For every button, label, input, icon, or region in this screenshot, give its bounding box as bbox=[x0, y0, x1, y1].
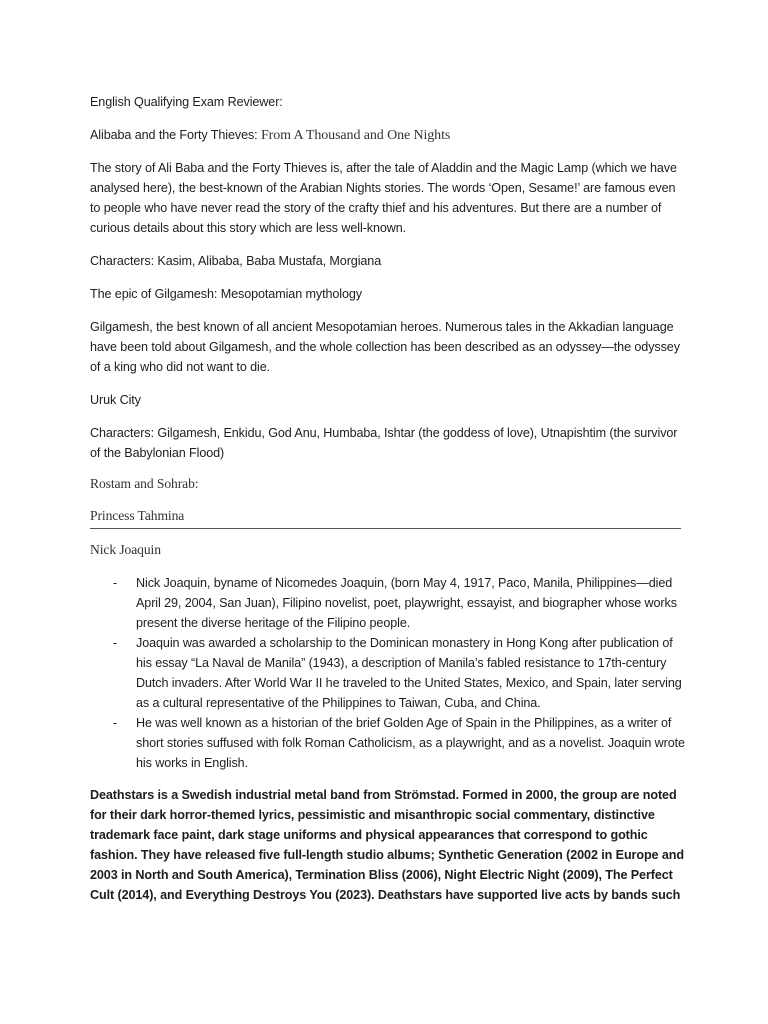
alibaba-summary: The story of Ali Baba and the Forty Thieves is, after the tale of Aladdin and the Magic Lamp (which we have analysed here), the best-known of the Arabian Nights stories. The words ‘Open, Sesame!’ are famous even to people who have never read the story of the crafty thief and his adventures. But there are a number of curious details about this story which are less well-known. bbox=[90, 161, 677, 235]
list-item bbox=[90, 713, 685, 773]
gilgamesh-summary: Gilgamesh, the best known of all ancient Mesopotamian heroes. Numerous tales in the Akkadian language have been told about Gilgamesh, and the whole collection has been described as an odyssey—the odyssey of a king who did not want to die. bbox=[90, 320, 680, 374]
joaquin-title: Nick Joaquin bbox=[90, 542, 161, 557]
alibaba-title-prefix: Alibaba and the Forty Thieves: bbox=[90, 128, 261, 142]
alibaba-title-source: From A Thousand and One Nights bbox=[260, 128, 451, 143]
rostam-character: Princess Tahmina bbox=[90, 508, 185, 523]
rostam-title: Rostam and Sohrab: bbox=[90, 476, 199, 491]
deathstars-paragraph: Deathstars is a Swedish industrial metal band from Strömstad. Formed in 2000, the group are noted for their dark horror-themed lyrics, pessimistic and misanthropic social commentary, distinctive trademark face paint, dark stage uniforms and physical appearances that correspond to gothic fashion. They have released five full-length studio albums; Synthetic Generation (2002 in Europe and 2003 in North and South America), Termination Bliss (2006), Night Electric Night (2009), The Perfect Cult (2014), and Everything Destroys You (2023). Deathstars have supported live acts by bands such bbox=[90, 788, 684, 902]
bullet-dash: - bbox=[113, 716, 118, 730]
list-item bbox=[90, 573, 685, 633]
bullet-dash: - bbox=[113, 576, 118, 590]
gilgamesh-setting: Uruk City bbox=[90, 393, 141, 407]
gilgamesh-title: The epic of Gilgamesh: Mesopotamian mythology bbox=[90, 287, 362, 301]
document-heading: English Qualifying Exam Reviewer: bbox=[90, 95, 283, 109]
section-divider bbox=[90, 528, 681, 529]
gilgamesh-characters: Characters: Gilgamesh, Enkidu, God Anu, Humbaba, Ishtar (the goddess of love), Utnapishtim (the survivor of the Babylonian Flood) bbox=[90, 426, 678, 460]
joaquin-bullet-list bbox=[90, 573, 685, 773]
bullet-text: He was well known as a historian of the brief Golden Age of Spain in the Philippines, as a writer of short stories suffused with folk Roman Catholicism, as a playwright, and as a novelist. Joaquin wrote his works in English. bbox=[136, 716, 685, 770]
bullet-text: Nick Joaquin, byname of Nicomedes Joaquin, (born May 4, 1917, Paco, Manila, Philippines—died April 29, 2004, San Juan), Filipino novelist, poet, playwright, essayist, and biographer whose works present the diverse heritage of the Filipino people. bbox=[136, 576, 677, 630]
bullet-dash: - bbox=[113, 636, 118, 650]
alibaba-characters: Characters: Kasim, Alibaba, Baba Mustafa, Morgiana bbox=[90, 254, 382, 268]
alibaba-title bbox=[90, 125, 685, 146]
list-item bbox=[90, 633, 685, 713]
bullet-text: Joaquin was awarded a scholarship to the Dominican monastery in Hong Kong after publication of his essay “La Naval de Manila” (1943), a description of Manila’s fabled resistance to 17th-century Dutch invaders. After World War II he traveled to the United States, Mexico, and Spain, later serving as a cultural representative of the Philippines to Taiwan, Cuba, and China. bbox=[136, 636, 682, 710]
